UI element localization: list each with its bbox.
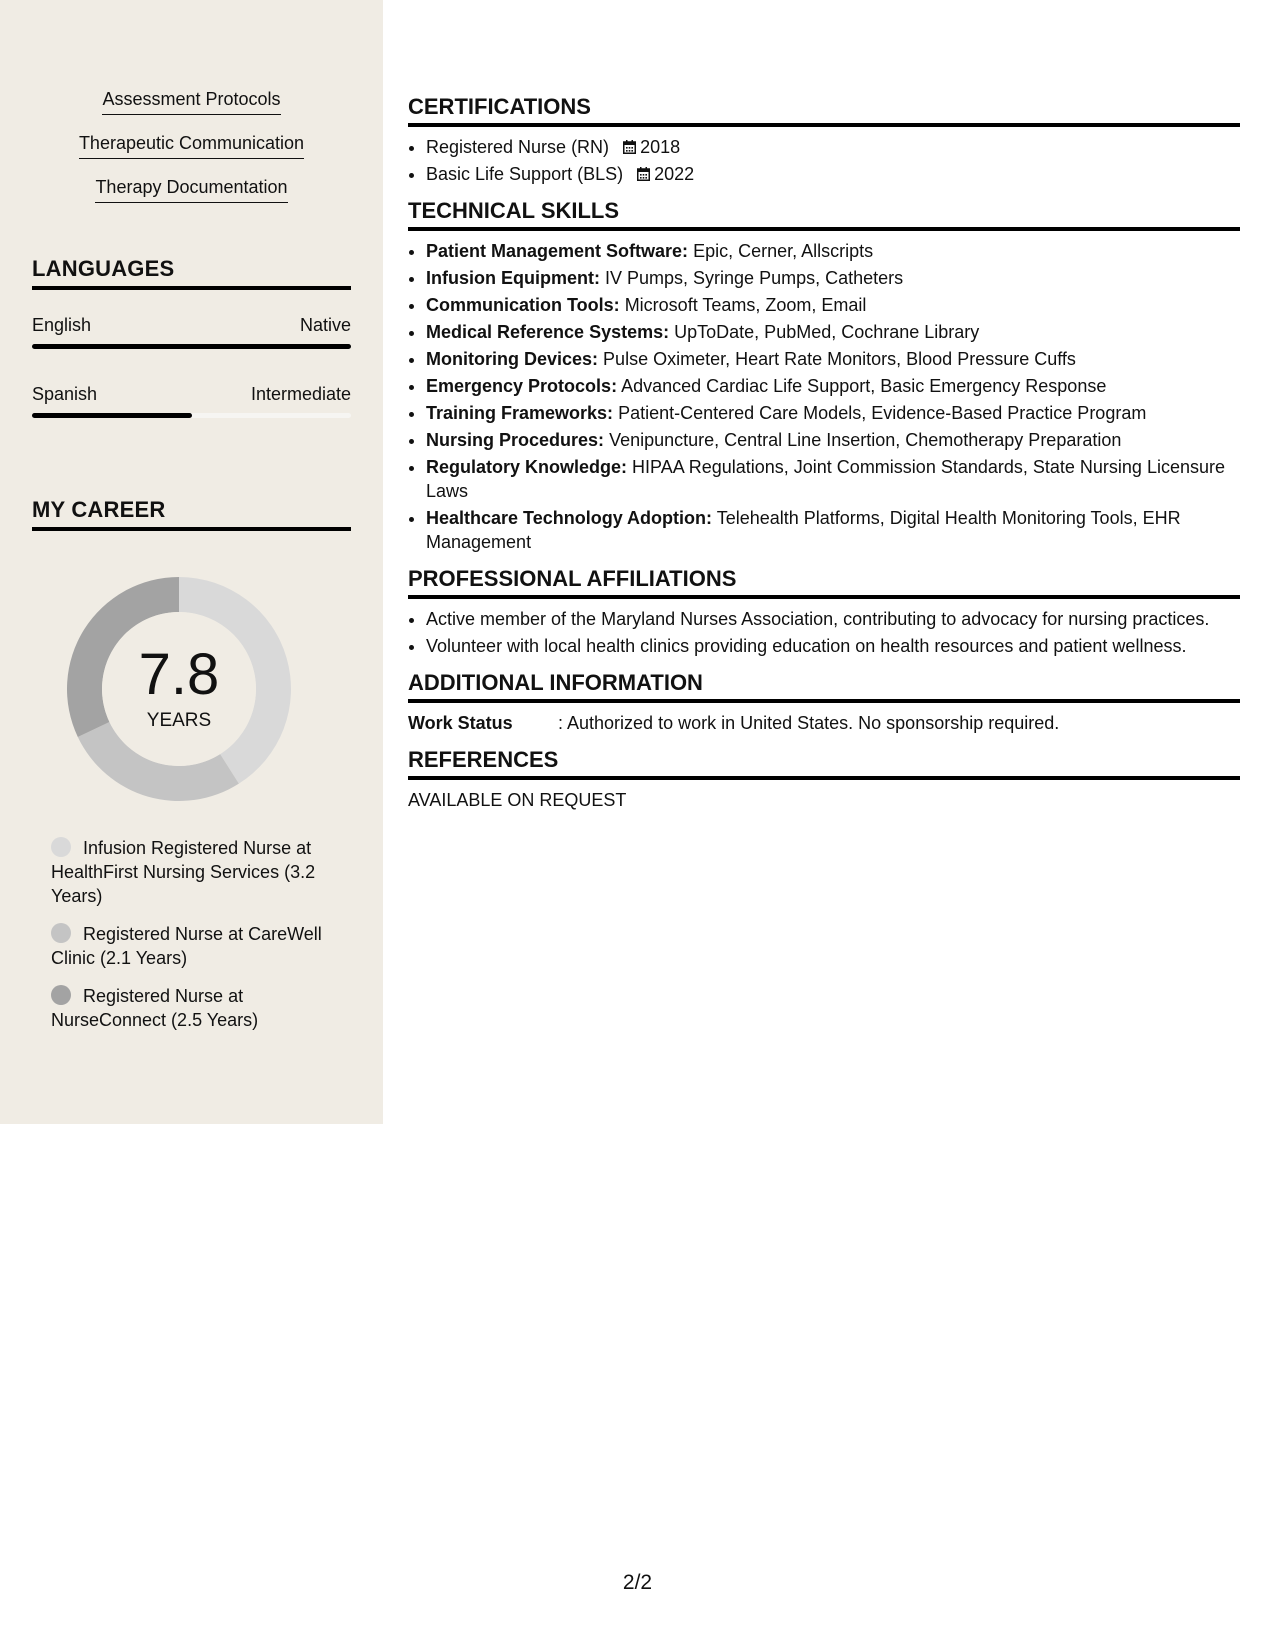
certification-item bbox=[426, 162, 1240, 186]
skill-category: Monitoring Devices: bbox=[426, 349, 599, 369]
career-legend-label: Registered Nurse at CareWell Clinic (2.1 Years) bbox=[51, 924, 322, 968]
legend-dot-icon bbox=[51, 985, 71, 1005]
technical-skills-section bbox=[408, 198, 1240, 554]
additional-info-title: ADDITIONAL INFORMATION bbox=[408, 670, 1240, 703]
language-bar-fill bbox=[32, 413, 192, 418]
additional-info-section bbox=[408, 670, 1240, 735]
skill-values: Microsoft Teams, Zoom, Email bbox=[624, 295, 867, 315]
certification-item bbox=[426, 135, 1240, 159]
language-bar-fill bbox=[32, 344, 351, 349]
legend-dot-icon bbox=[51, 923, 71, 943]
affiliation-item: • Volunteer with local health clinics providing education on health resources and patient wellness. bbox=[426, 634, 1240, 658]
technical-skill-item bbox=[426, 239, 1240, 263]
certifications-title: CERTIFICATIONS bbox=[408, 94, 1240, 127]
career-legend bbox=[51, 836, 351, 1046]
certification-name: Basic Life Support (BLS) bbox=[426, 164, 624, 184]
skill-values: Epic, Cerner, Allscripts bbox=[693, 241, 874, 261]
page-number: 2/2 bbox=[622, 1571, 653, 1594]
skills-list bbox=[0, 88, 383, 220]
language-level: Intermediate bbox=[250, 384, 351, 404]
calendar-icon bbox=[637, 167, 650, 181]
technical-skill-item bbox=[426, 506, 1240, 554]
technical-skill-item bbox=[426, 455, 1240, 503]
language-name: English bbox=[32, 315, 92, 335]
certification-name: Registered Nurse (RN) bbox=[426, 137, 610, 157]
skill-values: UpToDate, PubMed, Cochrane Library bbox=[674, 322, 980, 342]
skill-values: Patient-Centered Care Models, Evidence-Based Practice Program bbox=[618, 403, 1147, 423]
certification-year-group bbox=[623, 137, 680, 157]
skill-chip: Assessment Protocols bbox=[102, 88, 280, 115]
references-text: AVAILABLE ON REQUEST bbox=[408, 790, 627, 810]
technical-skill-item bbox=[426, 347, 1240, 371]
career-legend-item bbox=[51, 836, 351, 908]
technical-skill-item bbox=[426, 401, 1240, 425]
certification-year-group bbox=[637, 164, 694, 184]
skill-values: HIPAA Regulations, Joint Commission Standards, State Nursing Licensure Laws bbox=[426, 457, 1225, 501]
certifications-section bbox=[408, 94, 1240, 186]
career-legend-label: Infusion Registered Nurse at HealthFirst Nursing Services (3.2 Years) bbox=[51, 838, 316, 906]
affiliations-list bbox=[408, 607, 1240, 658]
certification-year: 2022 bbox=[654, 164, 695, 184]
skill-category: Patient Management Software: bbox=[426, 241, 689, 261]
skill-values: Pulse Oximeter, Heart Rate Monitors, Blood Pressure Cuffs bbox=[603, 349, 1076, 369]
career-donut-chart bbox=[66, 576, 292, 802]
skill-category: Emergency Protocols: bbox=[426, 376, 618, 396]
language-level: Native bbox=[299, 315, 351, 335]
skill-values: Venipuncture, Central Line Insertion, Chemotherapy Preparation bbox=[609, 430, 1122, 450]
certification-year: 2018 bbox=[640, 137, 681, 157]
skill-category: Training Frameworks: bbox=[426, 403, 614, 423]
skill-chip: Therapeutic Communication bbox=[79, 132, 304, 159]
career-legend-label: Registered Nurse at NurseConnect (2.5 Years) bbox=[51, 986, 259, 1030]
skill-category: Nursing Procedures: bbox=[426, 430, 605, 450]
career-donut-svg bbox=[66, 576, 292, 802]
skill-category: Healthcare Technology Adoption: bbox=[426, 508, 713, 528]
affiliations-section bbox=[408, 566, 1240, 658]
references-section bbox=[408, 747, 1240, 812]
career-total-unit: YEARS bbox=[146, 710, 212, 731]
calendar-icon bbox=[623, 140, 636, 154]
affiliations-title: PROFESSIONAL AFFILIATIONS bbox=[408, 566, 1240, 599]
career-total-years: 7.8 bbox=[138, 642, 220, 707]
skill-category: Communication Tools: bbox=[426, 295, 620, 315]
language-bar bbox=[32, 413, 351, 418]
skill-category: Infusion Equipment: bbox=[426, 268, 600, 288]
language-row bbox=[32, 383, 351, 405]
technical-skill-item bbox=[426, 374, 1240, 398]
technical-skill-item bbox=[426, 428, 1240, 452]
language-bar bbox=[32, 344, 351, 349]
career-legend-item bbox=[51, 984, 351, 1032]
skill-values: Advanced Cardiac Life Support, Basic Emergency Response bbox=[621, 376, 1107, 396]
affiliation-item: • Active member of the Maryland Nurses Association, contributing to advocacy for nursing practices. bbox=[426, 607, 1240, 631]
certifications-list bbox=[408, 135, 1240, 186]
donut-hole bbox=[102, 612, 256, 766]
career-heading: MY CAREER bbox=[32, 497, 351, 531]
technical-skill-item bbox=[426, 320, 1240, 344]
skill-values: IV Pumps, Syringe Pumps, Catheters bbox=[605, 268, 904, 288]
technical-skills-list bbox=[408, 239, 1240, 554]
skill-chip: Therapy Documentation bbox=[95, 176, 287, 203]
main-content bbox=[408, 94, 1240, 824]
work-status-label: Work Status bbox=[408, 713, 513, 733]
work-status-value: : Authorized to work in United States. No sponsorship required. bbox=[558, 713, 1060, 733]
languages-heading: LANGUAGES bbox=[32, 256, 351, 290]
technical-skill-item bbox=[426, 293, 1240, 317]
language-name: Spanish bbox=[32, 384, 98, 404]
language-row bbox=[32, 314, 351, 336]
legend-dot-icon bbox=[51, 837, 71, 857]
references-title: REFERENCES bbox=[408, 747, 1240, 780]
career-legend-item bbox=[51, 922, 351, 970]
technical-skills-title: TECHNICAL SKILLS bbox=[408, 198, 1240, 231]
skill-category: Regulatory Knowledge: bbox=[426, 457, 628, 477]
sidebar bbox=[0, 0, 383, 1124]
technical-skill-item bbox=[426, 266, 1240, 290]
work-status-row bbox=[408, 711, 1240, 735]
skill-category: Medical Reference Systems: bbox=[426, 322, 670, 342]
skill-values: Telehealth Platforms, Digital Health Monitoring Tools, EHR Management bbox=[426, 508, 1181, 552]
